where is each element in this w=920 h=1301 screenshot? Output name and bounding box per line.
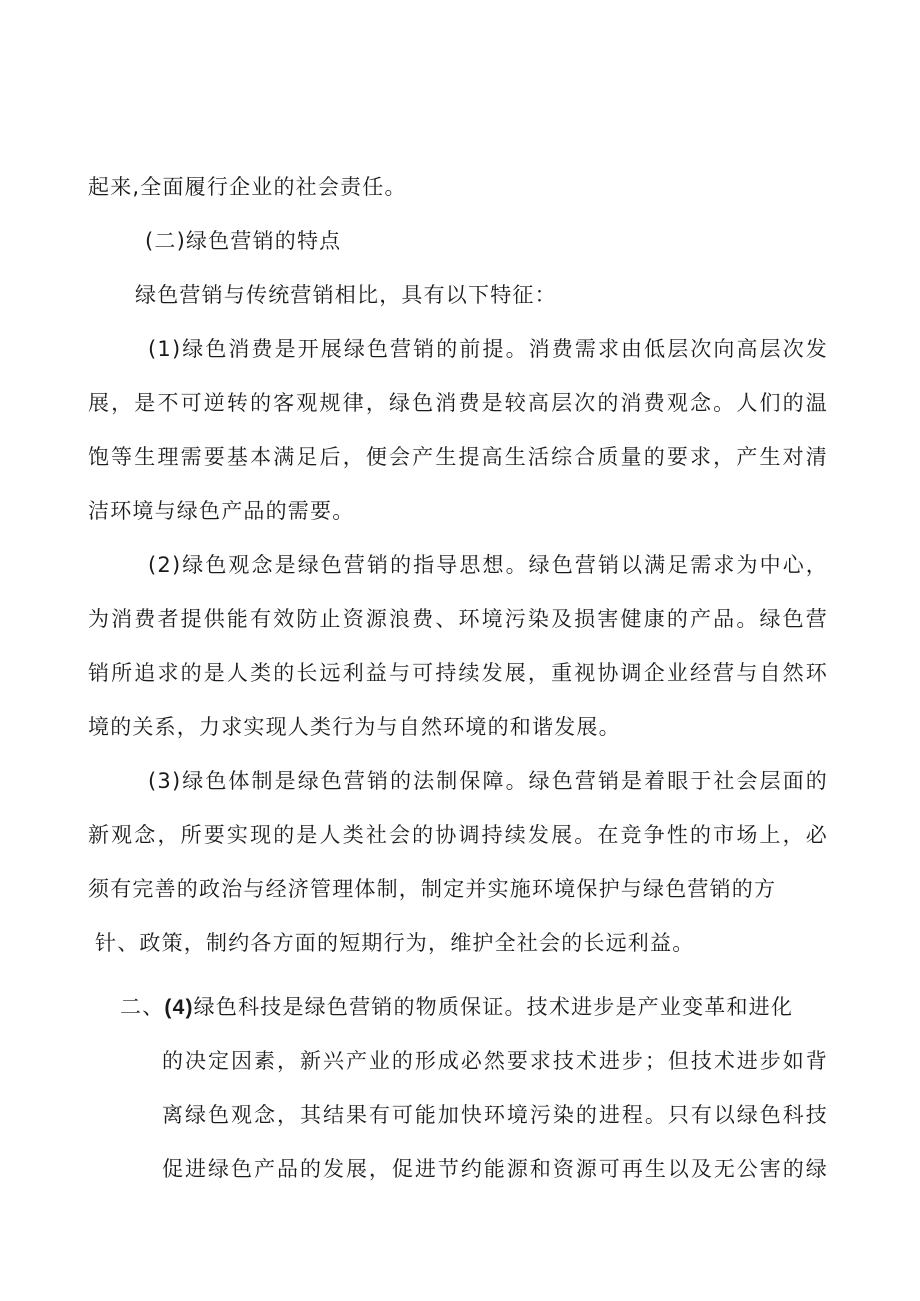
paragraph-line: 须有完善的政治与经济管理体制，制定并实施环境保护与绿色营销的方 <box>88 877 777 901</box>
paragraph-line: 为消费者提供能有效防止资源浪费、环境污染及损害健康的产品。绿色营 <box>88 607 828 631</box>
paragraph-line: 针、政策，制约各方面的短期行为，维护全社会的长远利益。 <box>95 931 695 955</box>
list-item-line: 促进绿色产品的发展，促进节约能源和资源可再生以及无公害的绿 <box>162 1157 828 1181</box>
list-number: (4) <box>164 996 194 1019</box>
paragraph-line: 境的关系，力求实现人类行为与自然环境的和谐发展。 <box>88 715 621 739</box>
paragraph-line: 起来,全面履行企业的社会责任。 <box>88 175 407 199</box>
paragraph-line: 绿色营销与传统营销相比，具有以下特征： <box>135 283 557 307</box>
list-item-line: 的决定因素，新兴产业的形成必然要求技术进步；但技术进步如背 <box>162 1049 828 1073</box>
list-item-text: 绿色科技是绿色营销的物质保证。技术进步是产业变革和进化 <box>193 995 794 1019</box>
paragraph-line: (1)绿色消费是开展绿色营销的前提。消费需求由低层次向高层次发 <box>148 337 828 361</box>
paragraph-line: (3)绿色体制是绿色营销的法制保障。绿色营销是着眼于社会层面的 <box>148 769 828 793</box>
list-item-line <box>120 992 793 1023</box>
paragraph-line: 展，是不可逆转的客观规律，绿色消费是较高层次的消费观念。人们的温 <box>88 391 828 415</box>
paragraph-line: 新观念，所要实现的是人类社会的协调持续发展。在竞争性的市场上，必 <box>88 823 828 847</box>
list-prefix: 二、 <box>120 995 165 1019</box>
section-heading: (二)绿色营销的特点 <box>145 229 342 253</box>
paragraph-line: 销所追求的是人类的长远利益与可持续发展，重视协调企业经营与自然环 <box>88 661 828 685</box>
paragraph-line: (2)绿色观念是绿色营销的指导思想。绿色营销以满足需求为中心， <box>148 553 828 577</box>
paragraph-line: 饱等生理需要基本满足后，便会产生提高生活综合质量的要求，产生对清 <box>88 445 828 469</box>
list-item-line: 离绿色观念，其结果有可能加快环境污染的进程。只有以绿色科技 <box>162 1103 828 1127</box>
paragraph-line: 洁环境与绿色产品的需要。 <box>88 499 355 523</box>
